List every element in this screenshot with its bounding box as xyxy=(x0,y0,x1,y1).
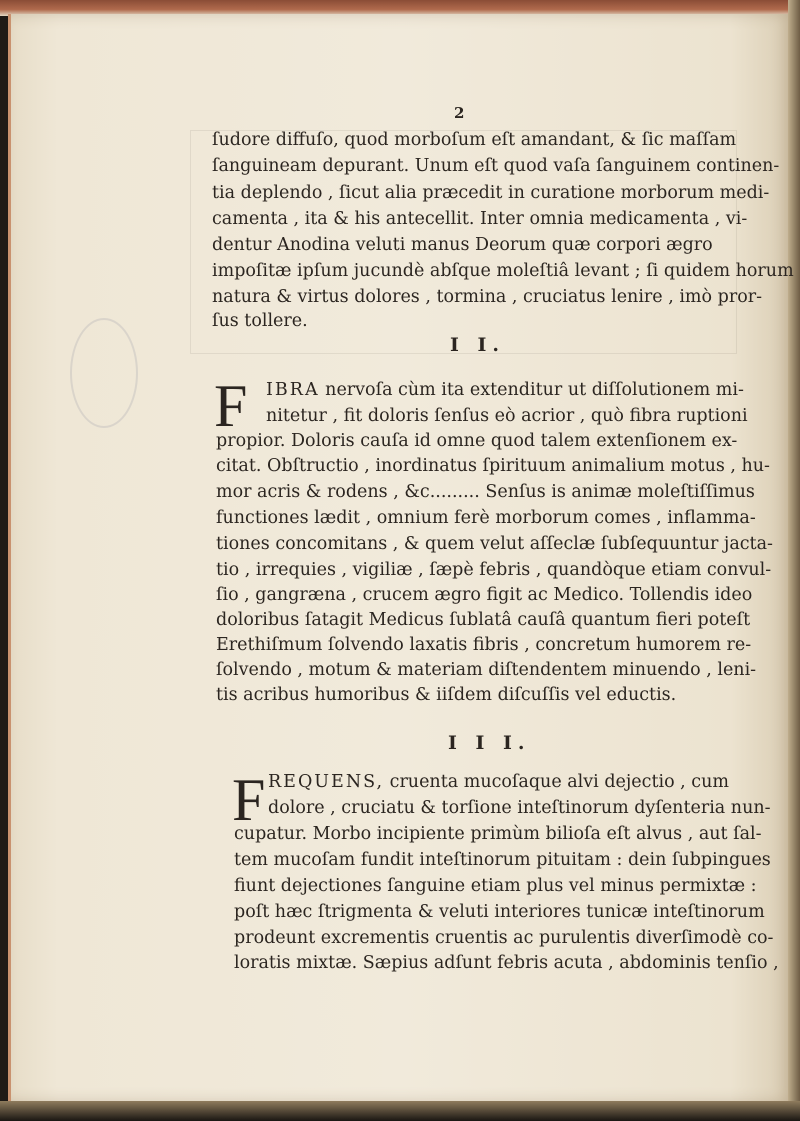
intro-line: tia deplendo , ſicut alia præcedit in curatione morborum medi- xyxy=(212,183,770,203)
section3-caps: REQUENS, xyxy=(268,772,385,792)
section2-line: tis acribus humoribus & iiſdem diſcuſſis vel eductis. xyxy=(216,685,677,705)
section3-line: poſt hæc ſtrigmenta & veluti interiores tunicæ inteſtinorum xyxy=(234,902,765,922)
section2-caps: IBRA xyxy=(266,380,320,400)
drop-cap-2: F xyxy=(214,373,248,439)
intro-line: camenta , ita & his antecellit. Inter omnia medicamenta , vi- xyxy=(212,209,748,229)
drop-cap-3: F xyxy=(232,767,266,833)
section3-line: prodeunt excrementis cruentis ac purulentis diverſimodè co- xyxy=(234,928,774,948)
intro-line: dentur Anodina veluti manus Deorum quæ corpori ægro xyxy=(212,235,713,255)
section3-second-line: dolore , cruciatu & torſione inteſtinorum dyſenteria nun- xyxy=(268,798,771,818)
section2-line: ſio , gangræna , crucem ægro figit ac Medico. Tollendis ideo xyxy=(216,585,753,605)
section2-first-rest: nervoſa cùm ita extenditur ut diſſolutionem mi- xyxy=(325,380,744,400)
page-number: 2 xyxy=(454,104,465,122)
section2-line: tiones concomitans , & quem velut aſſeclæ ſubſequuntur jacta- xyxy=(216,534,773,554)
section2-line: doloribus ſatagit Medicus ſublatâ cauſâ quantum fieri poteſt xyxy=(216,610,751,630)
section3-first-rest: cruenta mucoſaque alvi dejectio , cum xyxy=(389,772,729,792)
section2-line: mor acris & rodens , &c......... Senſus is animæ moleſtiſſimus xyxy=(216,482,755,502)
section2-first-line xyxy=(266,380,744,400)
section2-line: citat. Obſtructio , inordinatus ſpirituum animalium motus , hu- xyxy=(216,456,770,476)
section2-second-line: nitetur , fit doloris ſenſus eò acrior , quò fibra ruptioni xyxy=(266,406,748,426)
intro-line: natura & virtus dolores , tormina , cruciatus lenire , imò pror- xyxy=(212,287,763,307)
section2-line: functiones lædit , omnium ferè morborum comes , inflamma- xyxy=(216,508,756,528)
intro-line: ſudore diffuſo, quod morboſum eſt amandant, & ſic maſſam xyxy=(212,130,737,150)
intro-line: ſanguineam depurant. Unum eſt quod vaſa ſanguinem continen- xyxy=(212,156,780,176)
section2-line: ſolvendo , motum & materiam diſtendentem minuendo , leni- xyxy=(216,660,757,680)
section2-line: propior. Doloris cauſa id omne quod talem extenſionem ex- xyxy=(216,431,738,451)
section3-line: loratis mixtæ. Sæpius adſunt febris acuta , abdominis tenſio , xyxy=(234,953,779,973)
section3-line: fiunt dejectiones ſanguine etiam plus vel minus permixtæ : xyxy=(234,876,757,896)
section-heading-3: I I I. xyxy=(448,732,531,754)
section-heading-2: I I. xyxy=(450,334,506,356)
intro-line: ſus tollere. xyxy=(212,311,308,331)
section3-line: tem mucoſam fundit inteſtinorum pituitam : dein ſubpingues xyxy=(234,850,771,870)
section2-line: tio , irrequies , vigiliæ , ſæpè febris , quandòque etiam convul- xyxy=(216,560,772,580)
intro-line: impoſitæ ipſum jucundè abſque moleſtiâ levant ; ſi quidem horum xyxy=(212,261,794,281)
section3-line: cupatur. Morbo incipiente primùm bilioſa eſt alvus , aut ſal- xyxy=(234,824,762,844)
section3-first-line xyxy=(268,772,729,792)
section2-line: Erethiſmum ſolvendo laxatis fibris , concretum humorem re- xyxy=(216,635,752,655)
